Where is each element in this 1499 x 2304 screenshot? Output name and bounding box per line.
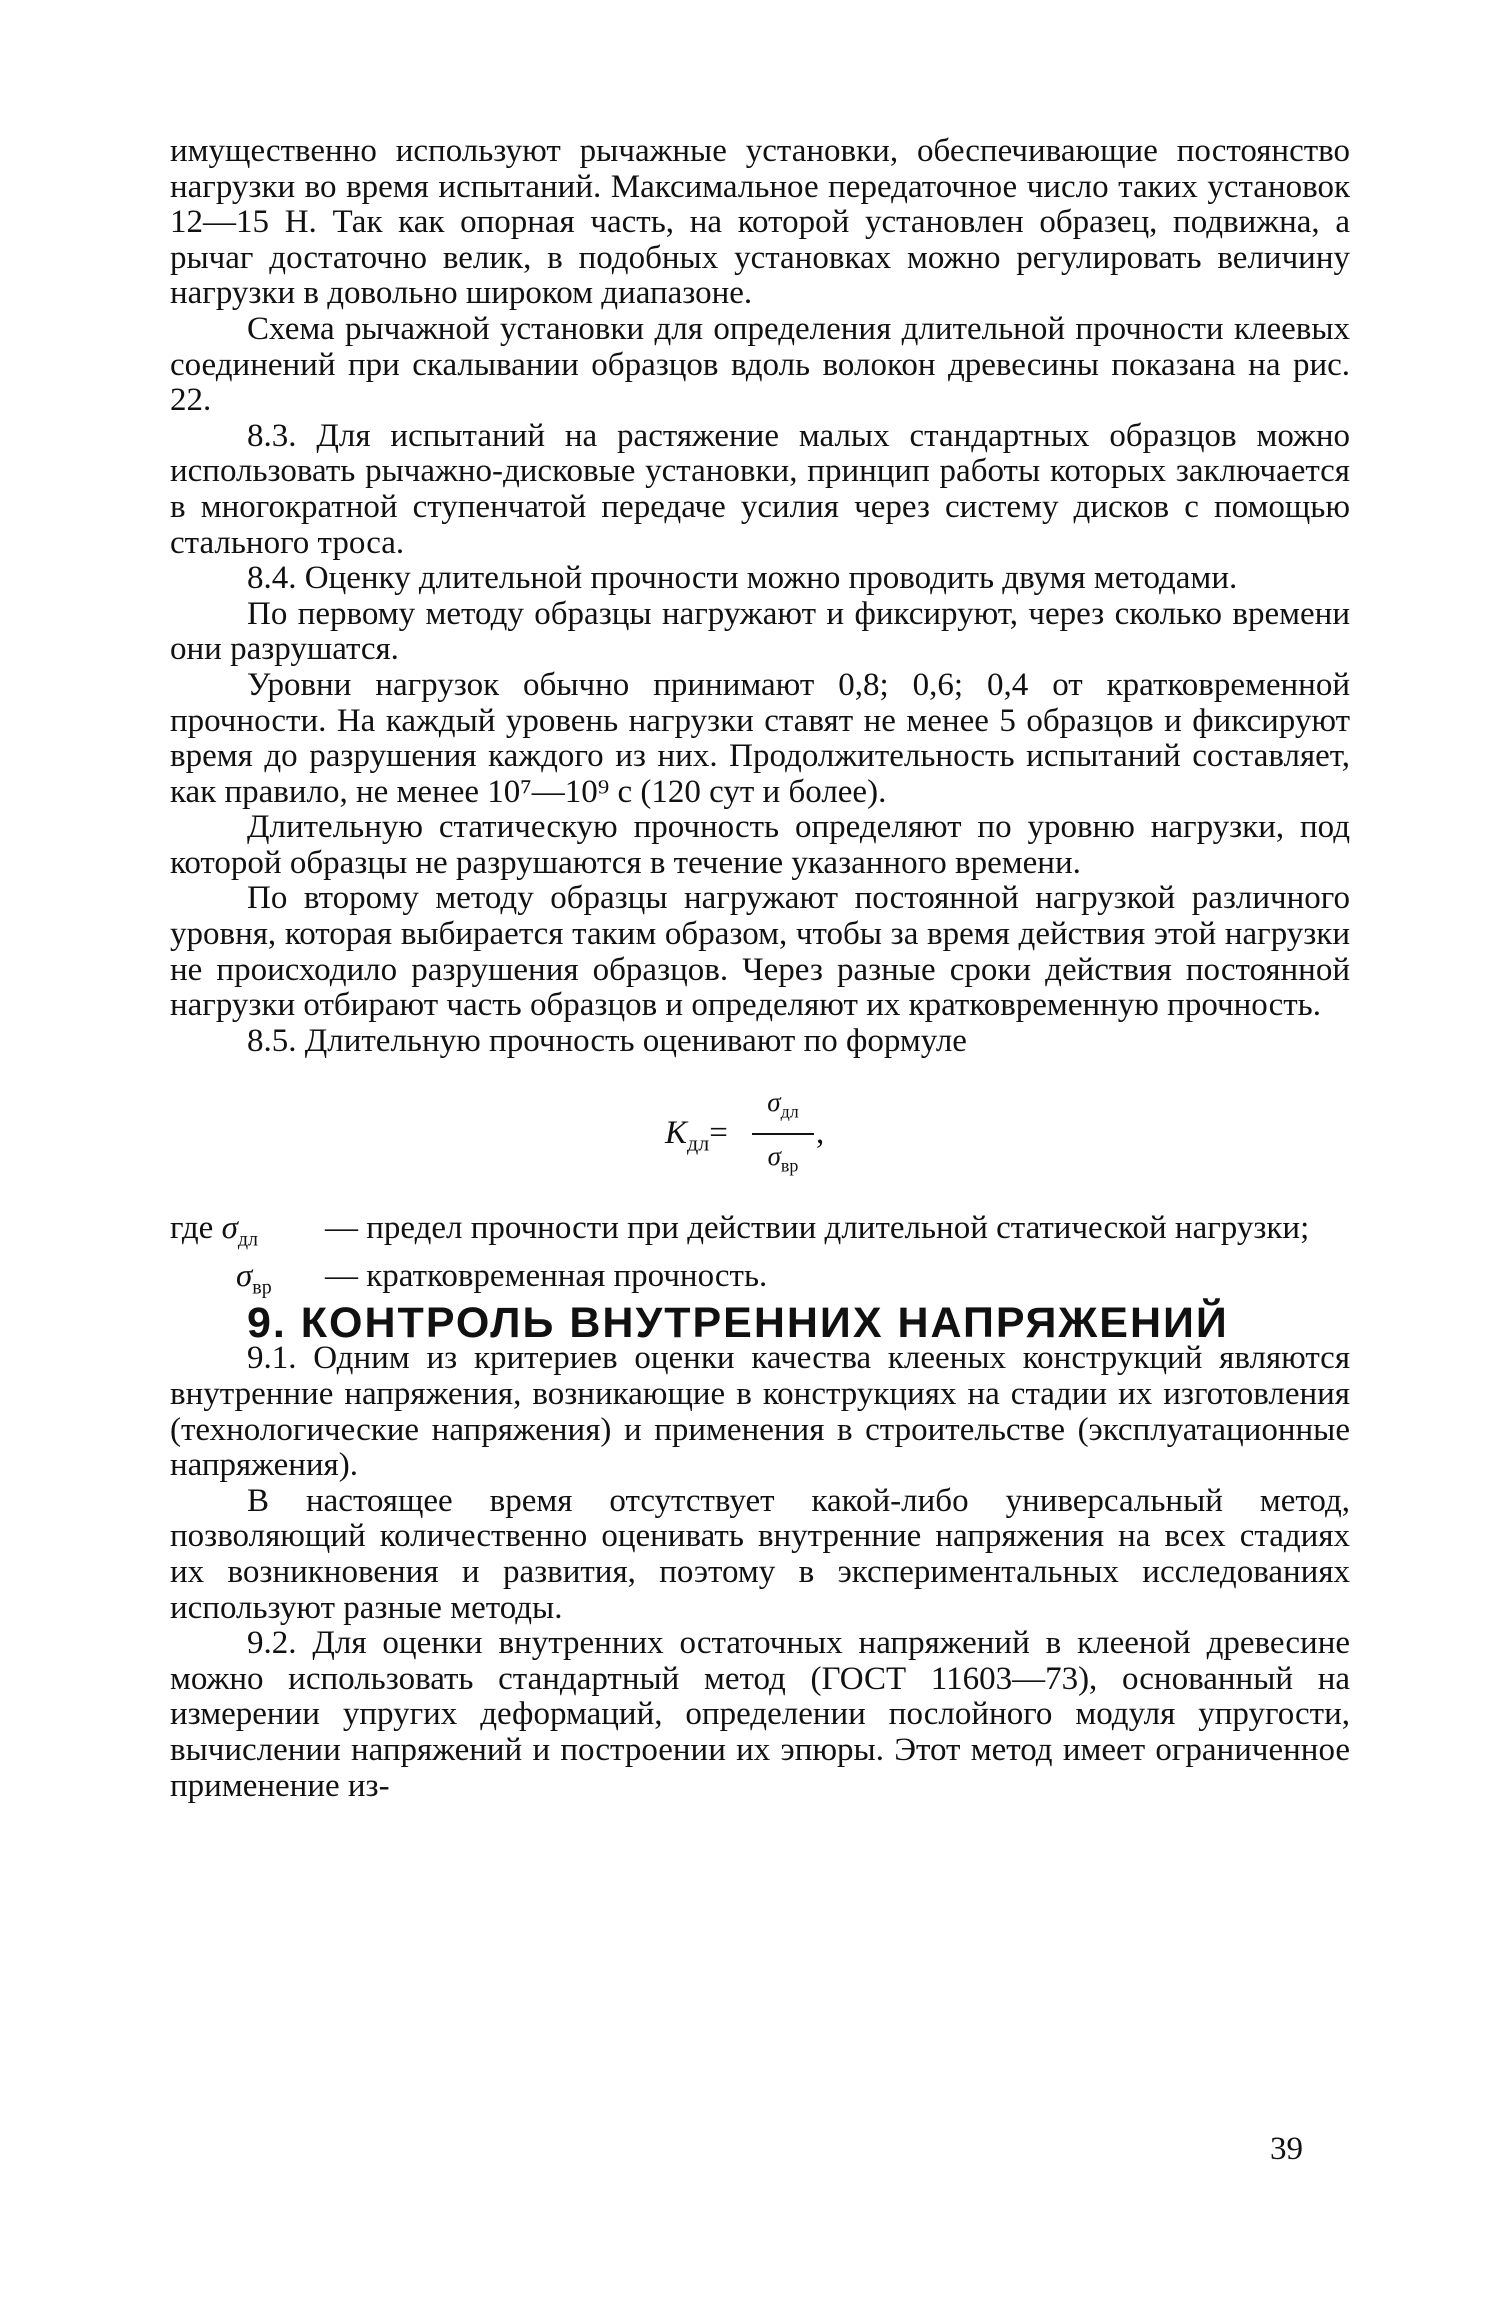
definition-symbol: $\sigma_{вр}$ (236, 1257, 272, 1299)
paragraph: имущественно используют рычажные установки, обеспечивающие постоянство нагрузки во время испытаний. Максимальное передаточное число таких установок 12—15 Н. Так как опорная часть, на которой установлен образец, подвижна, а рычаг достаточно велик, в подобных установках можно регулировать величину нагрузки в довольно широком диапазоне. (170, 133, 1350, 312)
fraction-bar (752, 1133, 814, 1135)
paragraph: 8.5. Длительную прочность оценивают по формуле (247, 1022, 967, 1059)
definitions-list (170, 1211, 1350, 1305)
paragraph: В настоящее время отсутствует какой-либо универсальный метод, позволяющий количественно оценивать внутренние напряжения на всех стадиях их возникновения и развития, поэтому в экспериментальных исследованиях используют разные методы. (170, 1482, 1350, 1626)
definition-symbol: где $\sigma_{дл}$ (170, 1210, 259, 1252)
formula-fraction (752, 1085, 814, 1182)
text-column (170, 134, 1350, 1804)
paragraph: 8.3. Для испытаний на растяжение малых стандартных образцов можно использовать рычажно-дисковые установки, принцип работы которых заключается в многократной ступенчатой передаче усилия через систему дисков с помощью стального троса. (170, 417, 1350, 561)
paragraph: Длительную статическую прочность определяют по уровню нагрузки, под которой образцы не разрушаются в течение указанного времени. (170, 809, 1350, 881)
paragraph: 9.2. Для оценки внутренних остаточных напряжений в клееной древесине можно использовать стандартный метод (ГОСТ 11603—73), основанный на измерении упругих деформаций, определении послойного модуля упругости, вычислении напряжений и построении их эпюры. Этот метод имеет ограниченное применение из- (170, 1625, 1350, 1804)
definition-item (170, 1211, 1350, 1258)
formula-lhs: $K_{дл}=$ (665, 1115, 728, 1157)
paragraph: Уровни нагрузок обычно принимают 0,8; 0,6; 0,4 от кратковременной прочности. На каждый уровень нагрузки ставят не менее 5 образцов и фиксируют время до разрушения каждого из них. Продолжительность испытаний составляет, как правило, не менее 10⁷—10⁹ с (120 сут и более). (170, 666, 1350, 810)
formula-denominator: $\sigma_{вр}$ (767, 1140, 799, 1176)
formula (170, 1085, 1350, 1193)
formula-numerator: $\sigma_{дл}$ (767, 1087, 799, 1122)
paragraph: 9.1. Одним из критериев оценки качества клееных конструкций являются внутренние напряжения, возникающие в конструкциях на стадии их изготовления (технологические напряжения) и применения в строительстве (эксплуатационные напряжения). (170, 1340, 1350, 1484)
paragraph: 8.4. Оценку длительной прочности можно проводить двумя методами. (247, 560, 1238, 597)
section-heading: 9. КОНТРОЛЬ ВНУТРЕННИХ НАПРЯЖЕНИЙ (247, 1298, 1229, 1347)
definition-text: — кратковременная прочность. (325, 1257, 768, 1294)
formula-comma: , (816, 1115, 825, 1152)
definition-text: — предел прочности при действии длительной статической нагрузки; (325, 1210, 1310, 1247)
page-number: 39 (1270, 2131, 1303, 2167)
paragraph: По второму методу образцы нагружают постоянной нагрузкой различного уровня, которая выбирается таким образом, чтобы за время действия этой нагрузки не происходило разрушения образцов. Через разные сроки действия постоянной нагрузки отбирают часть образцов и определяют их кратковременную прочность. (170, 880, 1350, 1024)
paragraph: Схема рычажной установки для определения длительной прочности клеевых соединений при скалывании образцов вдоль волокон древесины показана на рис. 22. (170, 310, 1350, 419)
paragraph: По первому методу образцы нагружают и фиксируют, через сколько времени они разрушатся. (170, 595, 1350, 668)
